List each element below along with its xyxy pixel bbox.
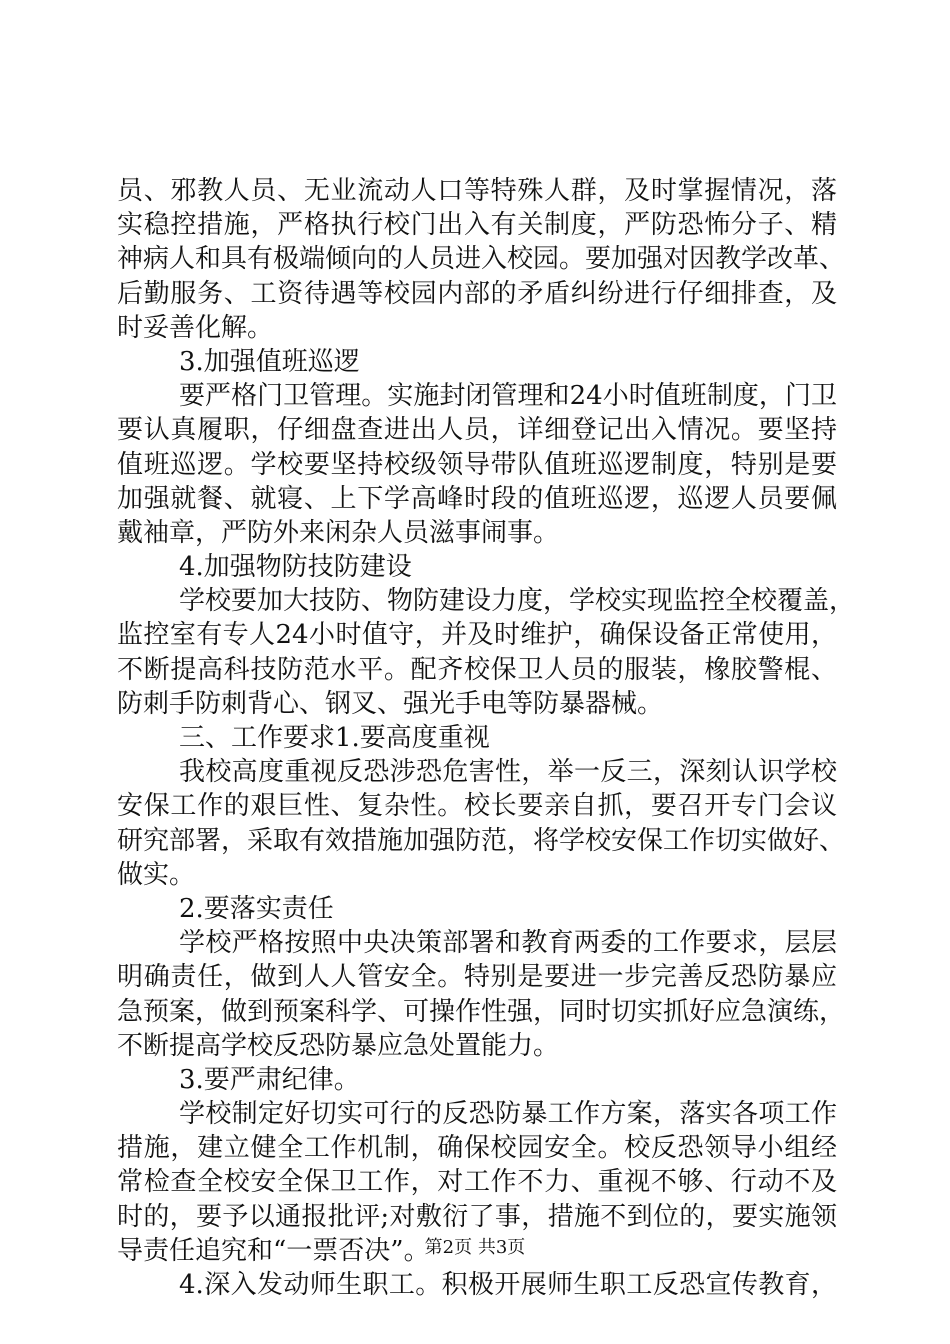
text-line: 防刺手防刺背心、钢叉、强光手电等防暴器械。 <box>117 688 664 719</box>
text-line: 值班巡逻。学校要坚持校级领导带队值班巡逻制度，特别是要 <box>117 449 837 480</box>
text-line: 明确责任，做到人人管安全。特别是要进一步完善反恐防暴应 <box>117 962 837 993</box>
text-line: 急预案，做到预案科学、可操作性强，同时切实抓好应急演练， <box>117 996 846 1027</box>
text-line: 监控室有专人24小时值守，并及时维护，确保设备正常使用， <box>117 620 837 651</box>
text-line: 员、邪教人员、无业流动人口等特殊人群，及时掌握情况，落 <box>117 176 837 206</box>
section-heading: 3.加强值班巡逻 <box>179 346 360 377</box>
text-line: 加强就餐、就寝、上下学高峰时段的值班巡逻，巡逻人员要佩 <box>117 483 837 514</box>
text-line: 4.深入发动师生职工。积极开展师生职工反恐宣传教育， <box>179 1270 837 1300</box>
text-line: 措施，建立健全工作机制，确保校园安全。校反恐领导小组经 <box>117 1133 837 1164</box>
text-line: 研究部署，采取有效措施加强防范，将学校安保工作切实做好、 <box>117 825 846 856</box>
document-body <box>117 174 856 1302</box>
section-heading: 4.加强物防技防建设 <box>179 552 412 583</box>
text-line: 我校高度重视反恐涉恐危害性，举一反三，深刻认识学校 <box>179 757 837 788</box>
text-line: 安保工作的艰巨性、复杂性。校长要亲自抓，要召开专门会议 <box>117 791 837 822</box>
section-heading: 2.要落实责任 <box>179 893 334 924</box>
section-heading: 三、工作要求1.要高度重视 <box>179 723 490 753</box>
text-line: 神病人和具有极端倾向的人员进入校园。要加强对因教学改革、 <box>117 244 846 275</box>
text-line: 导责任追究和“一票否决”。 <box>117 1235 430 1266</box>
page-number-footer: 第2页 共3页 <box>424 1237 526 1258</box>
text-line: 不断提高学校反恐防暴应急处置能力。 <box>117 1030 560 1061</box>
text-line: 戴袖章，严防外来闲杂人员滋事闹事。 <box>117 517 560 548</box>
text-line: 时的，要予以通报批评;对敷衍了事，措施不到位的，要实施领 <box>117 1201 837 1232</box>
text-line: 要严格门卫管理。实施封闭管理和24小时值班制度，门卫 <box>179 381 837 412</box>
text-line: 要认真履职，仔细盘查进出人员，详细登记出入情况。要坚持 <box>117 415 837 446</box>
text-line: 学校制定好切实可行的反恐防暴工作方案，落实各项工作 <box>179 1099 837 1130</box>
text-line: 时妥善化解。 <box>117 312 274 343</box>
text-line: 学校要加大技防、物防建设力度，学校实现监控全校覆盖， <box>179 586 856 617</box>
text-line: 实稳控措施，严格执行校门出入有关制度，严防恐怖分子、精 <box>117 210 837 241</box>
text-line: 做实。 <box>117 859 196 890</box>
text-line: 常检查全校安全保卫工作，对工作不力、重视不够、行动不及 <box>117 1167 837 1198</box>
text-line: 不断提高科技防范水平。配齐校保卫人员的服装，橡胶警棍、 <box>117 654 837 685</box>
text-line: 后勤服务、工资待遇等校园内部的矛盾纠纷进行仔细排查，及 <box>117 278 837 309</box>
text-line: 学校严格按照中央决策部署和教育两委的工作要求，层层 <box>179 928 837 959</box>
section-heading: 3.要严肃纪律。 <box>179 1064 360 1095</box>
